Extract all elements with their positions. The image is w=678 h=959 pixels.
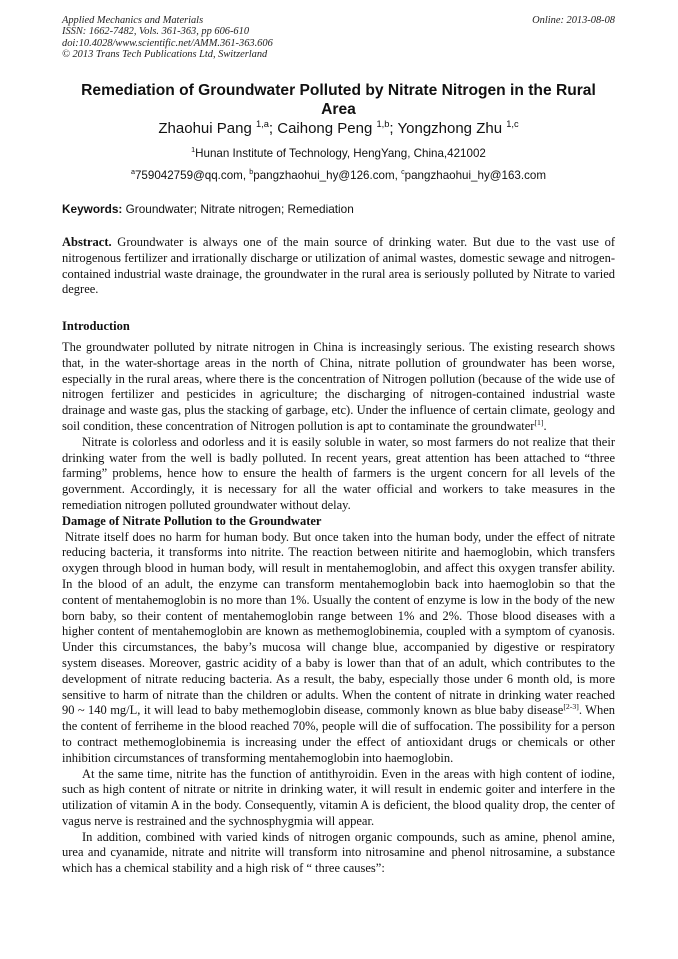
email-mark: b	[249, 167, 254, 177]
author-affil-mark: 1,a	[255, 119, 269, 129]
intro-text: The groundwater polluted by nitrate nitrogen in China is increasingly serious. The existing research shows that, in the water-shortage areas in the north of China, nitrate pollution of groundwater has been worse, especially in the rural areas, where there is the concentration of Nitrogen pollution (because of the wide use of nitrogen fertilizer and pesticides in agriculture; the discharging of nitrogen-contained industrial waste drainage and waste gas, plus the stacking of garbage, etc). Under the influence of certain climate, geology and soil condition, these concentration of Nitrogen pollution is apt to contaminate the groundwater	[62, 339, 615, 433]
damage-heading: Damage of Nitrate Pollution to the Groundwater	[62, 513, 322, 528]
author-name: Zhaohui Pang	[158, 120, 252, 137]
intro-text-end: .	[543, 418, 547, 433]
author-affil-mark: 1,b	[376, 119, 390, 129]
damage-paragraph: At the same time, nitrite has the function of antithyroidin. Even in the areas with high content of iodine, such as high content of nitrate or nitrite in drinking water, it will result in endemic goiter and interfere in the utilization of vitamin A in the body. Consequently, vitamin A is deficient, the blood quality drop, the center of vagus nerve is restrained and the sychnosphygmia will appear.	[62, 766, 615, 828]
email-address[interactable]: pangzhaohui_hy@126.com	[253, 169, 395, 182]
journal-name: Applied Mechanics and Materials	[62, 15, 204, 26]
affiliation-text: Hunan Institute of Technology, HengYang, China,421002	[195, 147, 486, 160]
email-address[interactable]: pangzhaohui_hy@163.com	[404, 169, 546, 182]
citation: [1]	[534, 417, 544, 427]
author-separator: ;	[268, 120, 278, 137]
affiliation	[62, 146, 615, 161]
abstract-text: Groundwater is always one of the main source of drinking water. But due to the vast use of nitrogenous fertilizer and irrationally discharge or utilization of animal wastes, domestic sewage and nitrogen-contained industrial waste drainage, the groundwater in the rural area is seriously polluted by Nitrate to varied degree.	[62, 235, 616, 297]
citation: [2-3]	[563, 702, 579, 712]
intro-paragraph: Nitrate is colorless and odorless and it is easily soluble in water, so most farmers do not realize that their drinking water from the well is badly polluted. In recent years, great attention has been attached to “three farming” problems, hence how to ensure the health of farmers is the urgent concern for all levels of the government. Accordingly, it is necessary for all the water official and workers to take measures in the remediation nitrogen polluted groundwater without delay.	[62, 434, 615, 512]
damage-paragraph: In addition, combined with varied kinds of nitrogen organic compounds, such as amine, phenol amine, urea and cyanamide, nitrate and nitrite will transform into nitrosamine and phenol nitrosamine, a substance which has a chemical stability and a high risk of “ three causes”:	[62, 829, 615, 876]
email-separator: ,	[394, 169, 402, 182]
author-separator: ;	[389, 120, 398, 137]
abstract-paragraph	[62, 235, 615, 298]
author-name: Yongzhong Zhu	[397, 120, 503, 137]
keywords-text: Groundwater; Nitrate nitrogen; Remediation	[125, 202, 354, 216]
paper-title: Remediation of Groundwater Polluted by Nitrate Nitrogen in the Rural Area	[81, 82, 596, 118]
abstract-label: Abstract.	[62, 235, 112, 249]
email-separator: ,	[242, 169, 250, 182]
online-date: Online: 2013-08-08	[532, 15, 615, 26]
email-mark: a	[130, 167, 135, 177]
damage-text: Nitrate itself does no harm for human body. But once taken into the human body, under the effect of nitrate reducing bacteria, it transforms into nitrite. The reaction between nitirite and haemoglobin, which transfers oxygen through blood in human body, will result in mentahemoglobin, and affect this oxygen transfer ability. In the blood of an adult, the enzyme can transform mentahemoglobin back into haemoglobin so that the content of mentahemoglobin is no more than 1%. Usually the content of enzyme is low in the body of the new born baby, so their content of mentahemoglobin range between 1% and 2%. Those blood diseases with a higher content of mentahemoglobin are known as methemoglobinemia, coupled with a symptom of cyanosis. Under this circumstances, the baby’s mucosa will change blue, accompanied by digestive or respiratory system diseases. Moreover, gastric acidity of a baby is lower than that of an adult, which contributes to the development of nitrate reducing bacteria. As a result, the baby, especially those under 6 month old, is more sensitive to harm of nitrate than the children or adults. When the content of nitrate in drinking water reached 90 ~ 140 mg/L, it will lead to baby methemoglobin disease, commonly known as blue baby disease	[62, 529, 615, 718]
email-address[interactable]: 759042759@qq.com	[134, 169, 243, 182]
paper-body	[62, 235, 615, 877]
damage-text-cont: . When the content of ferriheme in the blood reached 70%, people will die of suffocation. The possibility for a person to contract methemoglobinemia is increasing under the effect of antioxidant drugs or chemicals or other inhibition circumstances of transforming mentahemoglobin into haemoglobin.	[62, 703, 615, 765]
author-name: Caihong Peng	[277, 120, 373, 137]
author-list	[62, 119, 615, 138]
journal-header	[62, 15, 615, 61]
email-list	[62, 168, 615, 183]
issn-line: ISSN: 1662-7482, Vols. 361-363, pp 606-610	[62, 26, 250, 38]
damage-paragraph	[62, 530, 615, 767]
email-mark: c	[401, 167, 405, 177]
introduction-heading: Introduction	[62, 319, 130, 334]
copyright-line: © 2013 Trans Tech Publications Ltd, Switzerland	[62, 49, 268, 61]
author-affil-mark: 1,c	[506, 119, 519, 129]
keywords-line	[62, 202, 615, 217]
keywords-label: Keywords:	[62, 202, 123, 216]
affiliation-mark: 1	[191, 145, 196, 155]
doi-line: doi:10.4028/www.scientific.net/AMM.361-363.606	[62, 37, 273, 49]
intro-paragraph	[62, 340, 615, 435]
